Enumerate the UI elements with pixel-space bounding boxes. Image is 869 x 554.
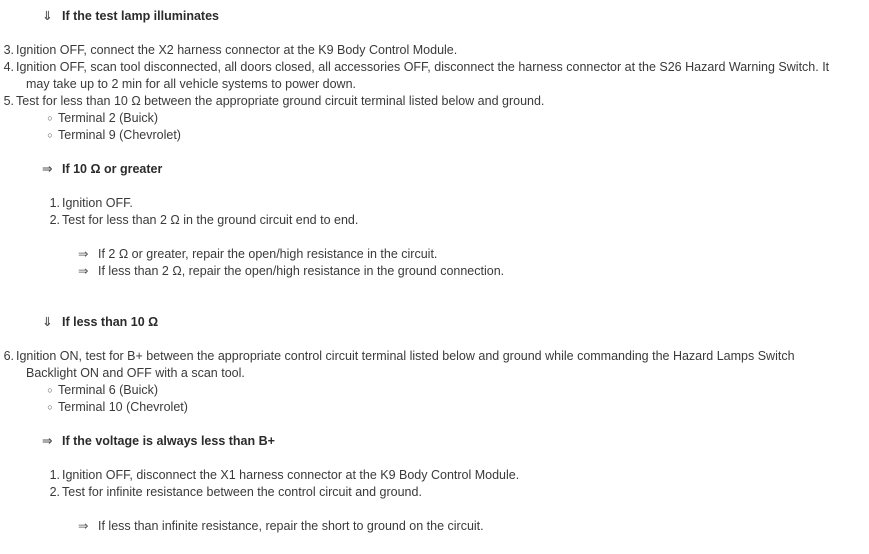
repair-result: ⇒ If less than 2 Ω, repair the open/high resistance in the ground connection.	[78, 264, 505, 278]
bullet-icon: ○	[47, 130, 53, 140]
step-4: 4. Ignition OFF, scan tool disconnected, all doors closed, all accessories OFF, disconnect the harness connector at the S26 Hazard Warning Switch. It	[3, 60, 830, 74]
substep-2: 2. Test for infinite resistance between the control circuit and ground.	[49, 485, 422, 499]
bullet-icon: ○	[47, 113, 53, 123]
list-item-terminal: ○ Terminal 10 (Chevrolet)	[42, 399, 188, 416]
substep-1: 1. Ignition OFF.	[49, 196, 133, 210]
bullet-icon: ○	[47, 385, 53, 395]
result-heading-voltage-less-than-b-plus: ⇒ If the voltage is always less than B+	[42, 434, 275, 448]
right-arrow-icon: ⇒	[78, 247, 89, 261]
list-item-terminal: ○ Terminal 6 (Buick)	[42, 382, 158, 399]
repair-result: ⇒ If less than infinite resistance, repair the short to ground on the circuit.	[78, 519, 484, 533]
list-item-terminal: ○ Terminal 9 (Chevrolet)	[42, 127, 181, 144]
step-4-continuation: may take up to 2 min for all vehicle systems to power down.	[26, 77, 357, 91]
right-arrow-icon: ⇒	[42, 434, 53, 448]
step-6-continuation: Backlight ON and OFF with a scan tool.	[26, 366, 245, 380]
right-arrow-icon: ⇒	[78, 519, 89, 533]
step-5: 5. Test for less than 10 Ω between the appropriate ground circuit terminal listed below and ground.	[3, 94, 545, 108]
down-arrow-icon: ⇓	[42, 315, 53, 329]
down-arrow-icon: ⇓	[42, 9, 53, 23]
right-arrow-icon: ⇒	[42, 162, 53, 176]
result-heading-test-lamp-illuminates: ⇓ If the test lamp illuminates	[42, 9, 219, 23]
right-arrow-icon: ⇒	[78, 264, 89, 278]
substep-1: 1. Ignition OFF, disconnect the X1 harness connector at the K9 Body Control Module.	[49, 468, 520, 482]
result-heading-less-than-10-ohm: ⇓ If less than 10 Ω	[42, 315, 159, 329]
list-item-terminal: ○ Terminal 2 (Buick)	[42, 110, 158, 127]
bullet-icon: ○	[47, 402, 53, 412]
substep-2: 2. Test for less than 2 Ω in the ground circuit end to end.	[49, 213, 359, 227]
result-heading-10-ohm-or-greater: ⇒ If 10 Ω or greater	[42, 162, 163, 176]
step-3: 3. Ignition OFF, connect the X2 harness connector at the K9 Body Control Module.	[3, 43, 458, 57]
repair-result: ⇒ If 2 Ω or greater, repair the open/high resistance in the circuit.	[78, 247, 438, 261]
step-6: 6. Ignition ON, test for B+ between the appropriate control circuit terminal listed below and ground while commanding the Hazard Lamps Switch	[3, 349, 795, 363]
